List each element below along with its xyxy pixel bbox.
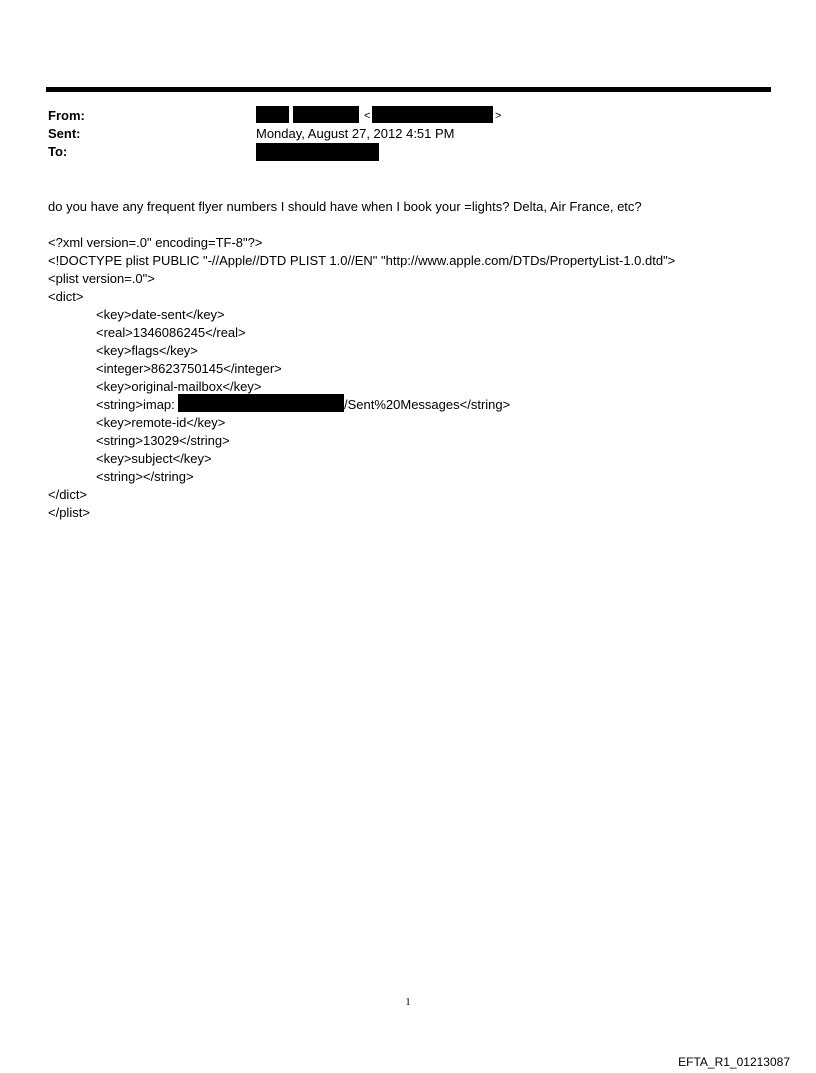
key-flags: <key>flags</key> — [96, 343, 198, 358]
key-date-sent: <key>date-sent</key> — [96, 307, 225, 322]
redaction-sender-first-name — [256, 106, 289, 123]
redaction-sender-email — [372, 106, 493, 123]
to-label: To: — [48, 144, 68, 159]
redaction-imap-account — [178, 394, 344, 412]
page-number: 1 — [405, 996, 411, 1008]
dict-open: <dict> — [48, 289, 84, 304]
plist-close: </plist> — [48, 505, 90, 520]
header-rule — [46, 87, 771, 92]
key-original-mailbox: <key>original-mailbox</key> — [96, 379, 262, 394]
redaction-recipient — [256, 143, 379, 161]
string-remote-id: <string>13029</string> — [96, 433, 230, 448]
real-value: <real>1346086245</real> — [96, 325, 246, 340]
key-subject: <key>subject</key> — [96, 451, 212, 466]
sender-email-open-bracket: < — [364, 110, 371, 122]
string-subject: <string></string> — [96, 469, 194, 484]
redaction-sender-last-name — [293, 106, 359, 123]
sent-value: Monday, August 27, 2012 4:51 PM — [256, 126, 455, 141]
string-imap-prefix: <string>imap: — [96, 397, 175, 412]
dict-close: </dict> — [48, 487, 88, 502]
key-remote-id: <key>remote-id</key> — [96, 415, 226, 430]
string-imap-suffix: /Sent%20Messages</string> — [344, 397, 511, 412]
sent-label: Sent: — [48, 126, 81, 141]
from-label: From: — [48, 108, 85, 123]
plist-open: <plist version=.0"> — [48, 271, 155, 286]
document-id: EFTA_R1_01213087 — [678, 1055, 790, 1069]
doctype-line: <!DOCTYPE plist PUBLIC "-//Apple//DTD PLIST 1.0//EN" "http://www.apple.com/DTDs/PropertyList-1.0.dtd"> — [48, 253, 676, 268]
sender-email-close-bracket: > — [495, 110, 502, 122]
message-text: do you have any frequent flyer numbers I should have when I book your =lights? Delta, Air France, etc? — [48, 199, 642, 214]
integer-value: <integer>8623750145</integer> — [96, 361, 282, 376]
xml-declaration: <?xml version=.0" encoding=TF-8"?> — [48, 235, 263, 250]
